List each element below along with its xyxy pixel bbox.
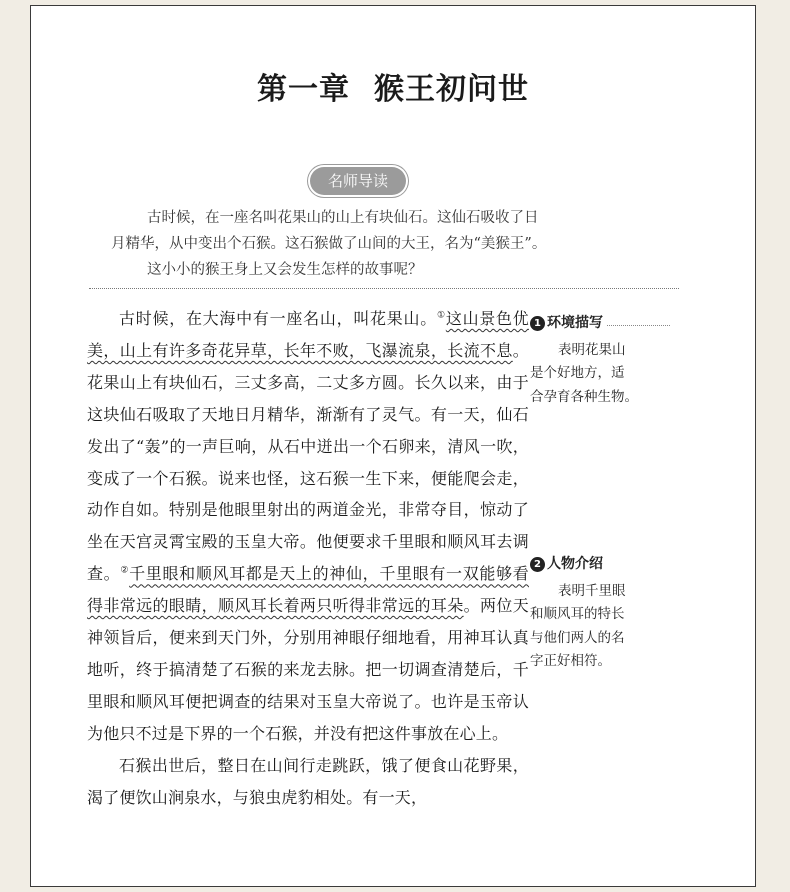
note-line: 和顺风耳的特长 — [530, 606, 625, 622]
side-note-2 — [530, 553, 670, 674]
chapter-name: 猴王初问世 — [374, 72, 529, 107]
note-body — [530, 580, 670, 674]
text-run: 。两位天神领旨后，便来到天门外，分别用神眼仔细地看，用神耳认真地听，终于搞清楚了石猴的来龙去脉。把一切调查清楚后，千里眼和顺风耳便把调查的结果对玉皇大帝说了。也许是玉帝认为他只不过是下界的一个石猴，并没有把这件事放在心上。 — [87, 596, 529, 743]
guide-badge: 名师导读 — [310, 167, 406, 195]
paragraph: 石猴出世后，整日在山间行走跳跃，饿了便食山花野果，渴了便饮山涧泉水，与狼虫虎豹相处。有一天， — [87, 755, 529, 807]
note-title: 人物介绍 — [547, 556, 603, 572]
note-line: 表明花果山 — [558, 341, 626, 358]
highlighted-passage-2: 千里眼和顺风耳都是天上的神仙，千里眼有一双能够看得非常远的眼睛，顺风耳长着两只听得非常远的耳朵 — [87, 564, 529, 616]
note-line: 是个好地方，适 — [530, 365, 625, 381]
note-number-icon: 2 — [530, 557, 545, 572]
annotation-mark-1: ① — [437, 310, 446, 321]
intro-line: 这小小的猴王身上又会发生怎样的故事呢？ — [147, 262, 423, 278]
note-heading — [530, 553, 670, 577]
note-line: 与他们两人的名 — [530, 629, 625, 646]
note-line: 字正好相符。 — [530, 653, 611, 669]
main-text — [87, 303, 529, 814]
note-line: 合孕育各种生物。 — [530, 388, 638, 405]
note-number-icon: 1 — [530, 316, 545, 331]
note-dotted-line — [607, 325, 670, 326]
note-body — [530, 339, 670, 410]
chapter-title — [31, 64, 755, 108]
note-heading — [530, 312, 670, 336]
dotted-divider — [89, 288, 679, 289]
chapter-intro — [111, 205, 641, 283]
note-line: 表明千里眼 — [558, 582, 626, 599]
note-title: 环境描写 — [547, 315, 603, 331]
text-run: 古时候，在大海中有一座名山，叫花果山。 — [119, 309, 438, 328]
intro-line: 古时候，在一座名叫花果山的山上有块仙石。这仙石吸收了日 — [147, 210, 539, 226]
paragraph — [87, 303, 529, 750]
highlighted-passage-1: 这山景色优美，山上有许多奇花异草，长年不败，飞瀑流泉，长流不息 — [87, 309, 529, 360]
chapter-number: 第一章 — [257, 72, 350, 107]
side-note-1 — [530, 312, 670, 409]
intro-line: 月精华，从中变出个石猴。这石猴做了山间的大王，名为“美猴王”。 — [111, 236, 547, 252]
annotation-mark-2: ② — [120, 565, 130, 576]
text-run: 。花果山上有块仙石，三丈多高，二丈多方圆。长久以来，由于这块仙石吸取了天地日月精华，渐渐有了灵气。有一天，仙石发出了“轰”的一声巨响，从石中迸出一个石卵来，清风一吹，变成了一个石猴。说来也怪，这石猴一生下来，便能爬会走，动作自如。特别是他眼里射出的两道金光，非常夺目，惊动了坐在天宫灵霄宝殿的玉皇大帝。他便要求千里眼和顺风耳去调查。 — [87, 340, 529, 584]
